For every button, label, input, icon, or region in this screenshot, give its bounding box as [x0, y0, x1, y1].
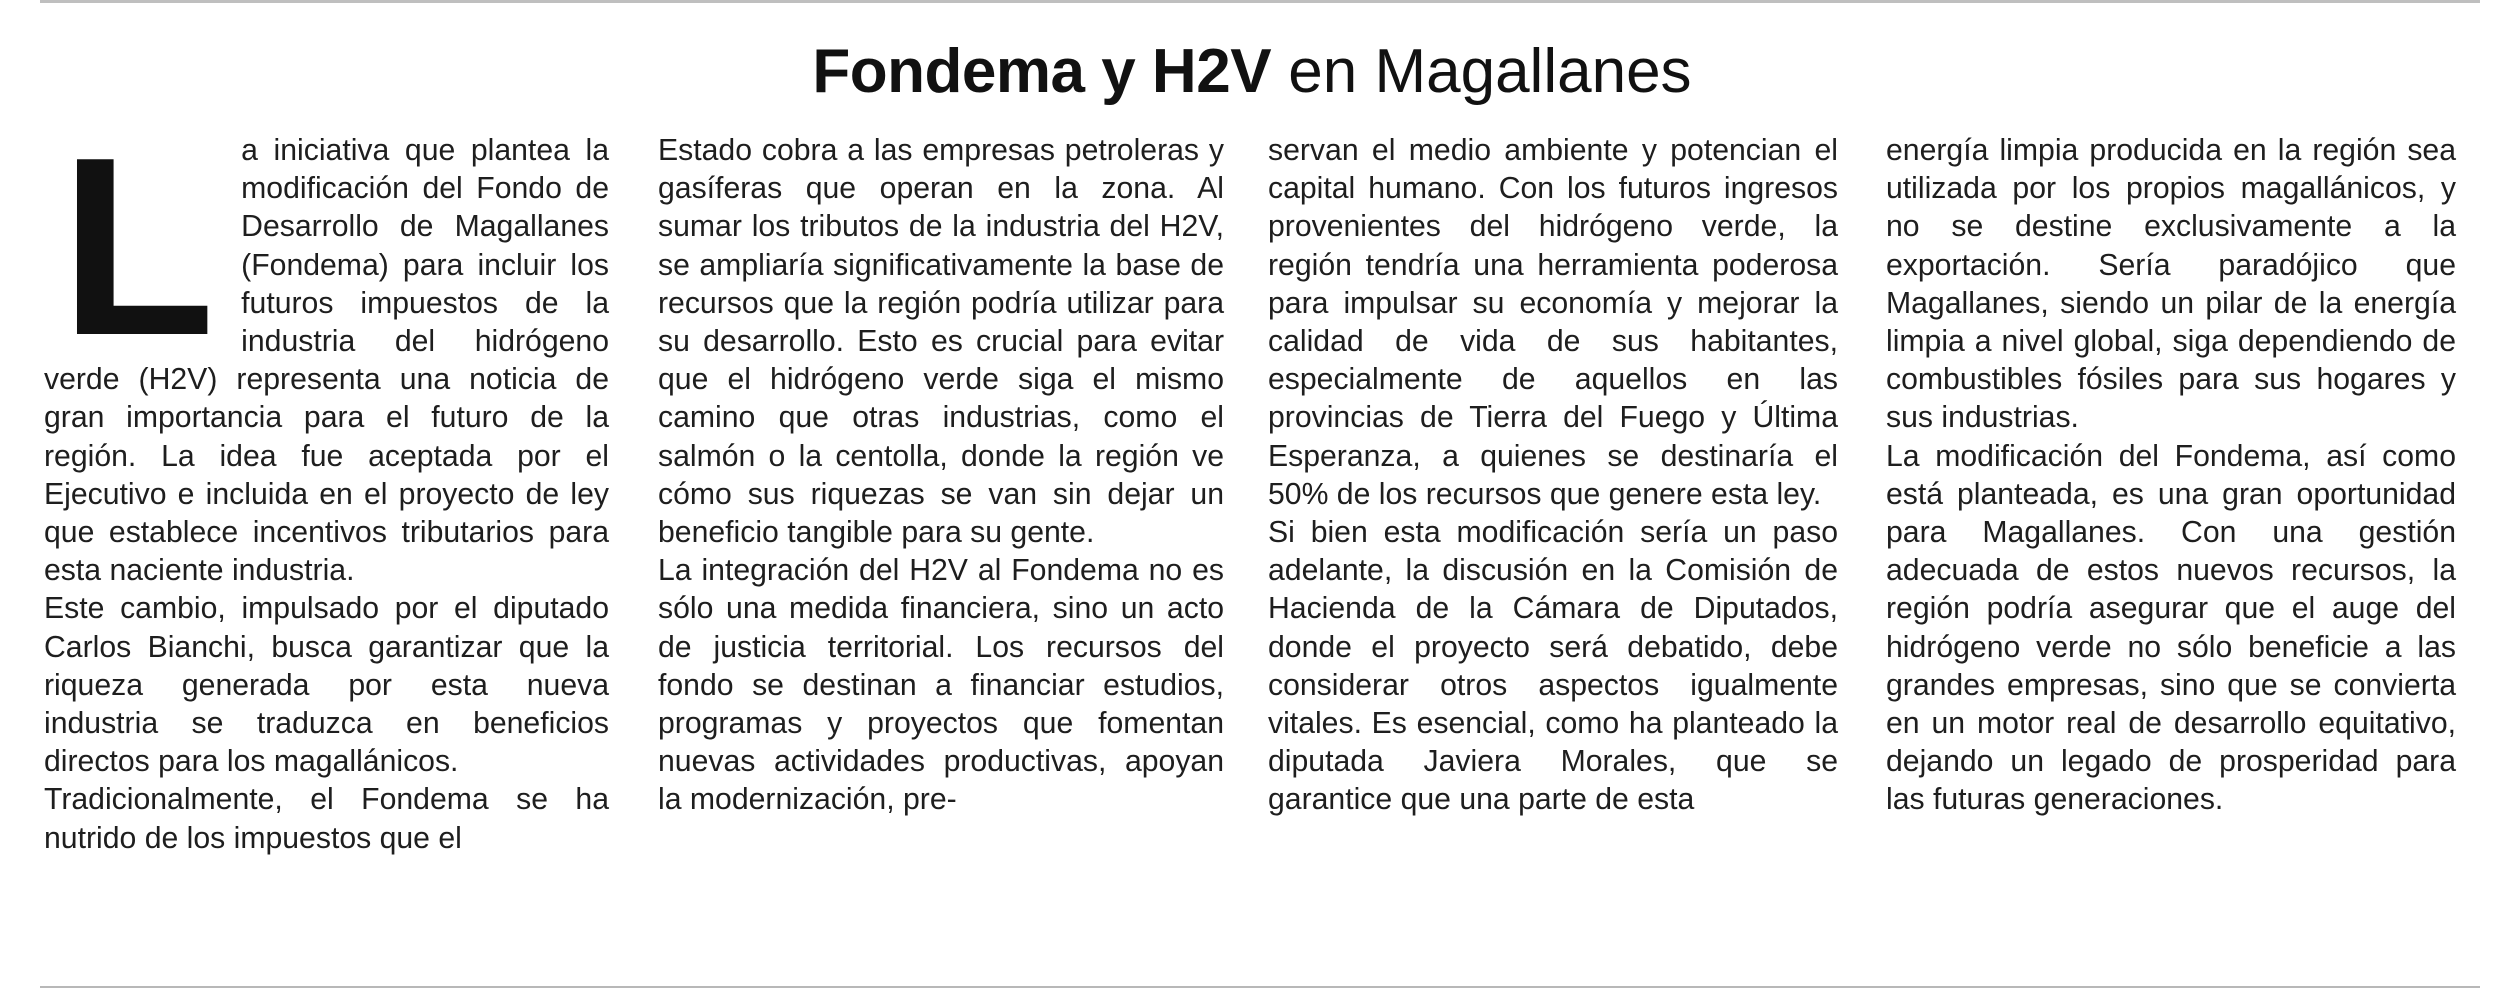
- paragraph-col4-1: energía limpia producida en la región sea utilizada por los propios magallánicos, y no se destine exclusivamente a la exportación. Sería paradójico que Magallanes, siendo un pilar de la energía limpia a nivel global, siga dependiendo de combustibles fósiles para sus hogares y sus industrias.: [1886, 134, 2456, 435]
- paragraph-col1-1: a iniciativa que plantea la modificación del Fondo de Desarrollo de Magallanes (Fondema) para incluir los futuros impuestos de la industria del hidrógeno verde (H2V) representa una noticia de gran importancia para el futuro de la región. La idea fue aceptada por el Ejecutivo e incluida en el proyecto de ley que establece incentivos tributarios para esta naciente industria.: [44, 134, 609, 588]
- headline-bold: Fondema y H2V: [812, 37, 1272, 106]
- paragraph-col1-3: Tradicionalmente, el Fondema se ha nutrido de los impuestos que el: [44, 783, 609, 855]
- paragraph-col4-2: La modificación del Fondema, así como está planteada, es una gran oportunidad para Magallanes. Con una gestión adecuada de estos nuevos recursos, la región podría asegurar que el auge del hidrógeno verde no sólo beneficie a las grandes empresas, sino que se convierta en un motor real de desarrollo equitativo, dejando un legado de prosperidad para las futuras generaciones.: [1886, 439, 2456, 817]
- article-column-3: [1268, 132, 1838, 962]
- paragraph-col2-1: Estado cobra a las empresas petroleras y gasíferas que operan en la zona. Al sumar los tributos de la industria del H2V, se ampliaría significativamente la base de recursos que la región podría utilizar para su desarrollo. Esto es crucial para evitar que el hidrógeno verde siga el mismo camino que otras industrias, como el salmón o la centolla, donde la región ve cómo sus riquezas se van sin dejar un beneficio tangible para su gente.: [658, 134, 1224, 550]
- article-column-1: [44, 104, 609, 962]
- article-column-4: [1886, 132, 2456, 962]
- paragraph-col1-2: Este cambio, impulsado por el diputado Carlos Bianchi, busca garantizar que la riqueza generada por esta nueva industria se traduzca en beneficios directos para los magallánicos.: [44, 592, 609, 779]
- paragraph-col2-2: La integración del H2V al Fondema no es sólo una medida financiera, sino un acto de justicia territorial. Los recursos del fondo se destinan a financiar estudios, programas y proyectos que fomentan nuevas actividades productivas, apoyan la modernización, pre-: [658, 554, 1224, 817]
- bottom-divider: [40, 986, 2480, 988]
- drop-cap: L: [60, 104, 216, 388]
- page-title: [0, 34, 2504, 110]
- headline-light: en Magallanes: [1288, 37, 1692, 106]
- article-column-2: [658, 132, 1224, 962]
- paragraph-col3-2: Si bien esta modificación sería un paso adelante, la discusión en la Comisión de Hacienda de la Cámara de Diputados, donde el proyecto será debatido, debe considerar otros aspectos igualmente vitales. Es esencial, como ha planteado la diputada Javiera Morales, que se garantice que una parte de esta: [1268, 516, 1838, 817]
- paragraph-col3-1: servan el medio ambiente y potencian el capital humano. Con los futuros ingresos provenientes del hidrógeno verde, la región tendría una herramienta poderosa para impulsar su economía y mejorar la calidad de vida de sus habitantes, especialmente de aquellos en las provincias de Tierra del Fuego y Última Esperanza, a quienes se destinaría el 50% de los recursos que genere esta ley.: [1268, 134, 1838, 511]
- top-divider: [40, 0, 2480, 3]
